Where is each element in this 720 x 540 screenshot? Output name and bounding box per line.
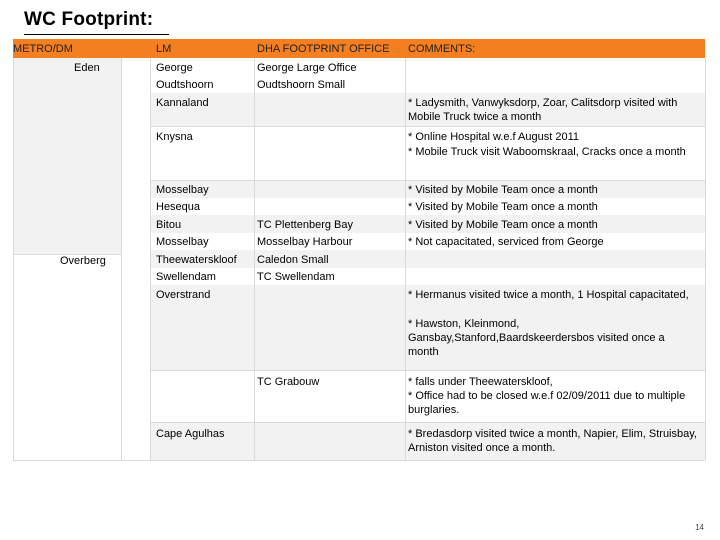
office-mosselbay-harbour: Mosselbay Harbour: [257, 236, 353, 248]
grid-line: [13, 460, 705, 461]
comment-hesequa: * Visited by Mobile Team once a month: [408, 201, 598, 213]
comment-mosselbay-2: * Not capacitated, serviced from George: [408, 236, 604, 248]
metro-eden-bg: [13, 58, 121, 254]
comment-bitou: * Visited by Mobile Team once a month: [408, 219, 598, 231]
header-lm: LM: [156, 43, 172, 55]
header-comments: COMMENTS:: [408, 43, 476, 55]
grid-line: [150, 126, 705, 127]
comment-knysna-1: * Online Hospital w.e.f August 2011: [408, 131, 580, 143]
title-underline: [24, 34, 169, 35]
comment-kannaland: * Ladysmith, Vanwyksdorp, Zoar, Calitsdorp visited with Mobile Truck twice a month: [408, 97, 678, 123]
grid-line: [150, 422, 705, 423]
header-metro-dm: METRO/DM: [13, 43, 73, 55]
lm-oudtshoorn: Oudtshoorn: [156, 79, 214, 91]
lm-swellendam: Swellendam: [156, 271, 216, 283]
lm-mosselbay-2: Mosselbay: [156, 236, 209, 248]
lm-george: George: [156, 62, 193, 74]
grid-line: [121, 58, 122, 460]
office-caledon: Caledon Small: [257, 254, 329, 266]
lm-kannaland: Kannaland: [156, 97, 209, 109]
comment-overstrand-2: * Hawston, Kleinmond, Gansbay,Stanford,Baardskeerdersbos visited once a month: [408, 318, 665, 358]
page-number: 14: [695, 523, 704, 532]
grid-line: [254, 58, 255, 460]
lm-mosselbay: Mosselbay: [156, 184, 209, 196]
office-george: George Large Office: [257, 62, 357, 74]
lm-knysna: Knysna: [156, 131, 193, 143]
metro-overberg: Overberg: [60, 255, 106, 267]
office-grabouw: TC Grabouw: [257, 376, 320, 388]
grid-line: [150, 180, 705, 181]
comment-knysna-2: * Mobile Truck visit Waboomskraal, Cracks once a month: [408, 146, 686, 158]
grid-line: [13, 58, 14, 460]
grid-line: [405, 58, 406, 460]
page-title: WC Footprint:: [24, 9, 154, 30]
office-oudtshoorn: Oudtshoorn Small: [257, 79, 346, 91]
comment-overstrand-1: * Hermanus visited twice a month, 1 Hospital capacitated,: [408, 289, 689, 301]
lm-hesequa: Hesequa: [156, 201, 201, 213]
header-dha-office: DHA FOOTPRINT OFFICE: [257, 43, 390, 55]
lm-cape-agulhas: Cape Agulhas: [156, 428, 225, 440]
office-plettenberg-bay: TC Plettenberg Bay: [257, 219, 353, 231]
comment-cape-agulhas: * Bredasdorp visited twice a month, Napier, Elim, Struisbay, Arniston visited once a month.: [408, 428, 697, 454]
comment-grabouw-2: * Office had to be closed w.e.f 02/09/2011 due to multiple burglaries.: [408, 390, 686, 416]
comment-grabouw-1: * falls under Theewaterskloof,: [408, 376, 553, 388]
grid-line: [150, 58, 151, 460]
office-swellendam: TC Swellendam: [257, 271, 335, 283]
metro-eden: Eden: [74, 62, 100, 74]
grid-line: [150, 370, 705, 371]
lm-theewaterskloof: Theewaterskloof: [156, 254, 237, 266]
lm-bitou: Bitou: [156, 219, 182, 231]
grid-line: [705, 58, 706, 460]
lm-overstrand: Overstrand: [156, 289, 211, 301]
comment-mosselbay: * Visited by Mobile Team once a month: [408, 184, 598, 196]
